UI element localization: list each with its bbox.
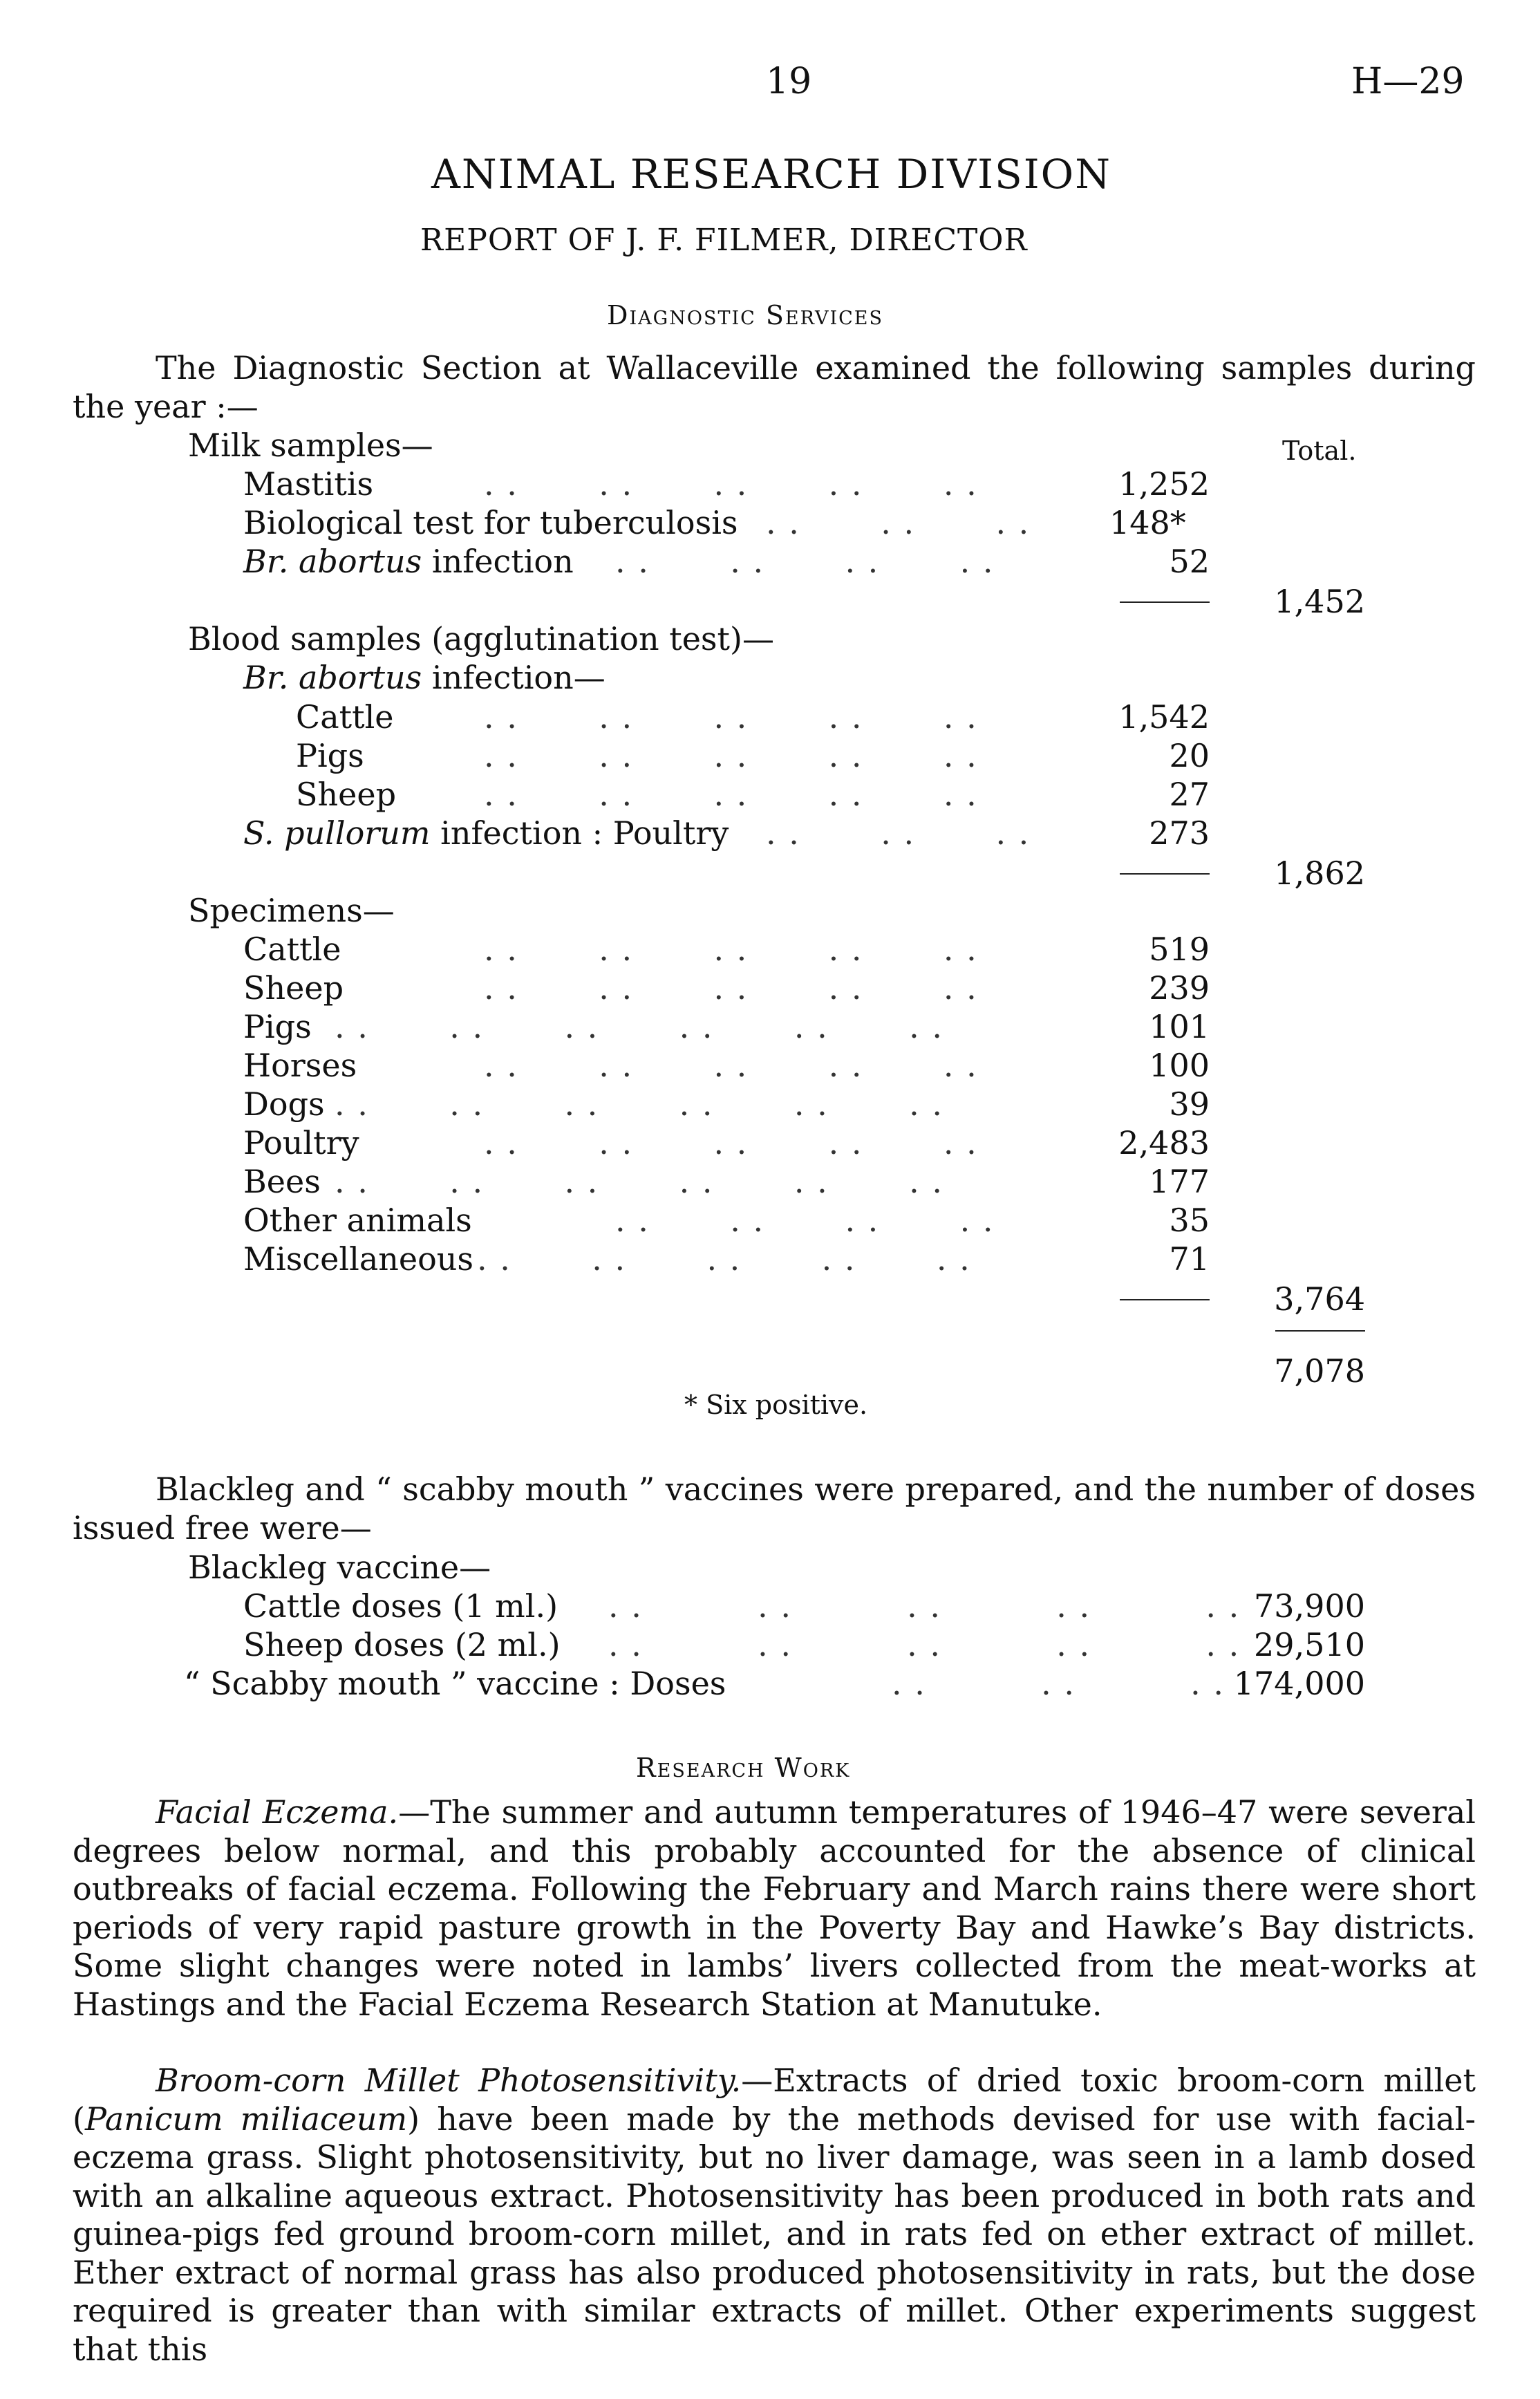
milk-row-label-italic: Br. abortus: [243, 543, 422, 580]
specimen-row-value: 519: [1149, 931, 1210, 968]
leader-dots: . . . . . . . . . .: [484, 969, 978, 1007]
milk-row-label: [243, 543, 574, 580]
blood-row-label: Pigs: [296, 737, 364, 774]
vaccine-row-label: Cattle doses (1 ml.): [243, 1587, 558, 1625]
subtotal-rule: [1120, 601, 1210, 603]
leader-dots: . . . . . . . . . . . .: [335, 1008, 943, 1045]
leader-dots: . . . . . .: [892, 1665, 1226, 1702]
blood-row-value: 27: [1169, 776, 1210, 813]
vaccines-intro-text: Blackleg and “ scabby mouth ” vaccines were prepared, and the number of doses issued free were—: [73, 1471, 1476, 1547]
blood-row-label: Sheep: [296, 776, 397, 813]
vaccine-row-value: 29,510: [1254, 1626, 1365, 1663]
specimen-row-value: 100: [1149, 1047, 1210, 1084]
broom-millet-title: Broom-corn Millet Photosensitivity.: [156, 2062, 742, 2099]
specimen-row-label: Bees: [243, 1163, 321, 1200]
specimen-row-value: 2,483: [1118, 1124, 1210, 1161]
leader-dots: . . . . . . . . . .: [484, 931, 978, 968]
specimen-row-label: Sheep: [243, 969, 344, 1007]
leader-dots: . . . . . . . . . . . .: [335, 1085, 943, 1123]
specimen-row-label: Cattle: [243, 931, 341, 968]
specimen-row-label: Dogs: [243, 1085, 325, 1123]
subtotal-rule: [1120, 1299, 1210, 1300]
milk-row-label-rest: infection: [422, 543, 574, 580]
blood-subheading-rest: infection—: [422, 659, 605, 696]
vaccine-row-label: Sheep doses (2 ml.): [243, 1626, 561, 1663]
facial-eczema-paragraph: [73, 1793, 1476, 2024]
grand-total: 7,078: [1274, 1352, 1365, 1390]
specimens-total: 3,764: [1274, 1280, 1365, 1318]
specimen-row-label: Horses: [243, 1047, 357, 1084]
vaccine-row-value: 73,900: [1254, 1587, 1365, 1625]
milk-total: 1,452: [1274, 583, 1365, 620]
broom-millet-latin: Panicum miliaceum: [84, 2100, 408, 2138]
vaccines-intro: [73, 1471, 1476, 1547]
pullorum-label-rest: infection : Poultry: [430, 814, 729, 852]
leader-dots: . . . . . . . . . .: [484, 776, 978, 813]
blackleg-heading: Blackleg vaccine—: [188, 1549, 491, 1586]
leader-dots: . . . . . . . . . .: [477, 1240, 971, 1278]
milk-heading: Milk samples—: [188, 427, 433, 464]
blood-total: 1,862: [1274, 855, 1365, 892]
diagnostic-heading: Diagnostic Services: [607, 300, 884, 330]
specimen-row-label: Other animals: [243, 1202, 472, 1239]
blood-row-label: Cattle: [296, 698, 394, 736]
specimens-heading: Specimens—: [188, 892, 395, 929]
broom-millet-paragraph: [73, 2062, 1476, 2369]
facial-eczema-title: Facial Eczema.: [156, 1793, 399, 1831]
blood-subheading: [243, 659, 605, 696]
facial-eczema-text: —The summer and autumn temperatures of 1946–47 were several degrees below normal, and this probably accounted for the absence of clinical outbreaks of facial eczema. Following the February and March rains there were short periods of very rapid pasture growth in the Poverty Bay and Hawke’s Bay districts. Some slight changes were noted in lambs’ livers collected from the meat-works at Hastings and the Facial Eczema Research Station at Manutuke.: [73, 1793, 1476, 2023]
leader-dots: . . . . . . . . . .: [484, 1047, 978, 1084]
leader-dots: . . . . . . . . . .: [484, 465, 978, 503]
blood-row-value: 1,542: [1118, 698, 1210, 736]
specimen-row-value: 39: [1169, 1085, 1210, 1123]
milk-row-value: 1,252: [1118, 465, 1210, 503]
leader-dots: . . . . . . . . . .: [608, 1587, 1241, 1625]
pullorum-value: 273: [1149, 814, 1210, 852]
footnote: * Six positive.: [684, 1390, 868, 1420]
grand-total-rule: [1275, 1330, 1365, 1332]
page-subtitle: REPORT OF J. F. FILMER, DIRECTOR: [420, 223, 1028, 258]
diagnostic-intro: [73, 349, 1476, 426]
milk-row-value: 148*: [1109, 504, 1186, 541]
leader-dots: . . . . . .: [766, 814, 1031, 852]
specimen-row-value: 239: [1149, 969, 1210, 1007]
leader-dots: . . . . . . . .: [615, 1202, 995, 1239]
page-reference: H—29: [1351, 61, 1465, 102]
pullorum-label: [243, 814, 729, 852]
specimen-row-label: Poultry: [243, 1124, 359, 1161]
specimen-row-label: Pigs: [243, 1008, 312, 1045]
broom-millet-text-b: ) have been made by the methods devised for use with facial-eczema grass. Slight photosensitivity, but no liver damage, was seen in a lamb dosed with an alkaline aqueous extract. Photosensitivity has been produced in both rats and guinea-pigs fed ground broom-corn millet, and in rats fed on ether extract of millet. Ether extract of normal grass has also produced photosensitivity in rats, but the dose required is greater than with similar extracts of millet. Other experiments suggest that this: [73, 2100, 1476, 2368]
specimen-row-label: Miscellaneous: [243, 1240, 474, 1278]
leader-dots: . . . . . . . . . . . .: [335, 1163, 943, 1200]
blood-row-value: 20: [1169, 737, 1210, 774]
leader-dots: . . . . . . . . . .: [484, 737, 978, 774]
specimen-row-value: 101: [1149, 1008, 1210, 1045]
specimen-row-value: 177: [1149, 1163, 1210, 1200]
broom-millet-text-a: —Extracts of dried toxic broom-corn millet (: [73, 2062, 1476, 2138]
blood-heading: Blood samples (agglutination test)—: [188, 620, 774, 657]
research-heading: Research Work: [636, 1753, 851, 1783]
milk-row-value: 52: [1169, 543, 1210, 580]
diagnostic-intro-text: The Diagnostic Section at Wallaceville examined the following samples during the year :—: [73, 349, 1476, 425]
page-title: ANIMAL RESEARCH DIVISION: [431, 151, 1111, 198]
leader-dots: . . . . . . . . . .: [484, 1124, 978, 1161]
leader-dots: . . . . . . . . . .: [608, 1626, 1241, 1663]
milk-row-label: Biological test for tuberculosis: [243, 504, 738, 541]
leader-dots: . . . . . . . .: [615, 543, 995, 580]
blood-subheading-italic: Br. abortus: [243, 659, 422, 696]
pullorum-label-italic: S. pullorum: [243, 814, 431, 852]
vaccine-row-label: “ Scabby mouth ” vaccine : Doses: [184, 1665, 726, 1702]
leader-dots: . . . . . . . . . .: [484, 698, 978, 736]
specimen-row-value: 71: [1169, 1240, 1210, 1278]
subtotal-rule: [1120, 873, 1210, 875]
total-column-label: Total.: [1282, 436, 1357, 466]
leader-dots: . . . . . .: [766, 504, 1031, 541]
milk-row-label: Mastitis: [243, 465, 374, 503]
vaccine-row-value: 174,000: [1233, 1665, 1365, 1702]
page-number: 19: [766, 61, 812, 102]
specimen-row-value: 35: [1169, 1202, 1210, 1239]
